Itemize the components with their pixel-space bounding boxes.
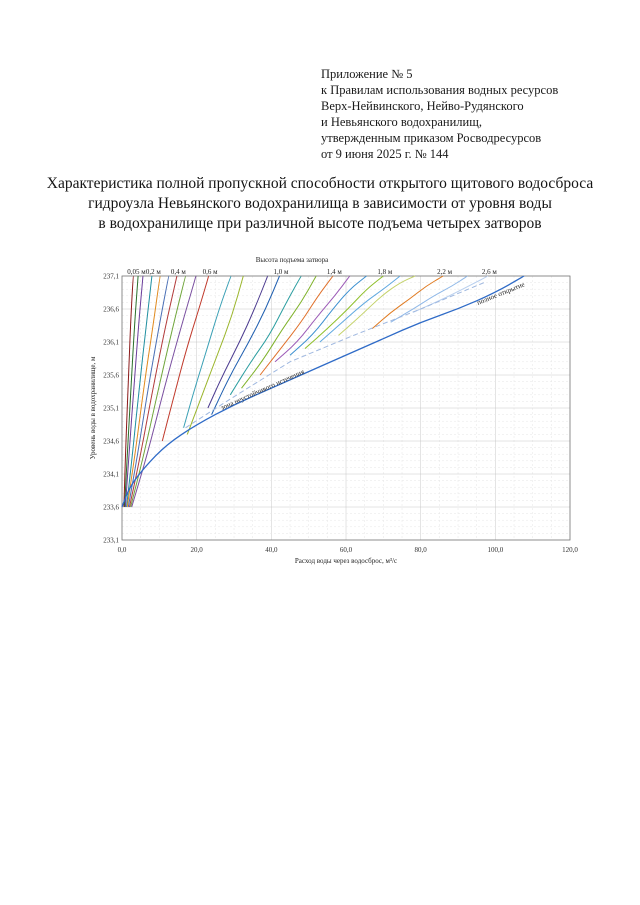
title-line: Характеристика полной пропускной способности открытого щитового водосброса — [46, 175, 594, 192]
series-line — [130, 276, 177, 507]
series-line — [391, 276, 468, 322]
x-axis-label: Расход воды через водосброс, м³/с — [294, 557, 398, 565]
x-tick-label: 40,0 — [265, 546, 278, 554]
x-tick-label: 120,0 — [562, 546, 578, 554]
series-labels — [127, 268, 497, 276]
y-tick-label: 234,1 — [103, 470, 119, 479]
series-line — [413, 276, 488, 312]
annotation-full-opening: полное открытие — [475, 280, 526, 307]
series-line — [305, 276, 383, 349]
series-line — [127, 276, 160, 507]
series-line — [122, 276, 524, 507]
chart-title: Высота подъема затвора — [255, 256, 329, 264]
series-label: 0,2 м — [145, 268, 161, 276]
y-axis-label: Уровень воды в водохранилище, м — [89, 356, 97, 460]
x-tick-label: 100,0 — [487, 546, 504, 554]
y-tick-label: 236,6 — [103, 305, 119, 314]
series-line — [162, 276, 208, 441]
appendix-line: от 9 июня 2025 г. № 144 — [321, 147, 449, 161]
series-layer — [122, 276, 524, 507]
y-tick-label: 233,1 — [103, 536, 119, 545]
series-label: 1,0 м — [273, 268, 289, 276]
series-label: 1,4 м — [326, 268, 342, 276]
series-line — [124, 276, 133, 507]
axis-ticks — [103, 273, 578, 555]
y-tick-label: 234,6 — [103, 437, 119, 446]
series-line — [128, 276, 168, 507]
title-line: в водохранилище при различной высоте подъема четырех затворов — [98, 215, 542, 232]
y-tick-label: 235,1 — [103, 404, 119, 413]
series-label: 0,6 м — [202, 268, 218, 276]
x-tick-label: 60,0 — [339, 546, 353, 554]
series-label: 1,8 м — [377, 268, 393, 276]
series-line — [260, 276, 333, 375]
x-tick-label: 0,0 — [117, 546, 127, 554]
appendix-line: Верх-Нейвинского, Нейво-Рудянского — [321, 99, 524, 113]
appendix-line: и Невьянского водохранилищ, — [321, 115, 482, 129]
series-label: 2,2 м — [437, 268, 453, 276]
title-line: гидроузла Невьянского водохранилища в зависимости от уровня воды — [88, 195, 552, 212]
appendix-line: к Правилам использования водных ресурсов — [321, 83, 559, 97]
series-line — [275, 276, 350, 362]
y-tick-label: 237,1 — [103, 272, 119, 281]
series-label: 2,6 м — [481, 268, 497, 276]
y-tick-label: 235,6 — [103, 371, 119, 380]
x-tick-label: 80,0 — [414, 546, 427, 554]
appendix-line: Приложение № 5 — [321, 67, 413, 81]
y-tick-label: 233,6 — [103, 503, 119, 512]
x-tick-label: 20,0 — [190, 546, 203, 554]
appendix-line: утвержденным приказом Росводресурсов — [321, 131, 542, 145]
series-label: 0,05 м — [127, 268, 146, 276]
series-label: 0,4 м — [170, 268, 186, 276]
annotation-unstable-zone: зона неустойчивого истечения — [219, 367, 306, 412]
y-tick-label: 236,1 — [103, 338, 119, 347]
